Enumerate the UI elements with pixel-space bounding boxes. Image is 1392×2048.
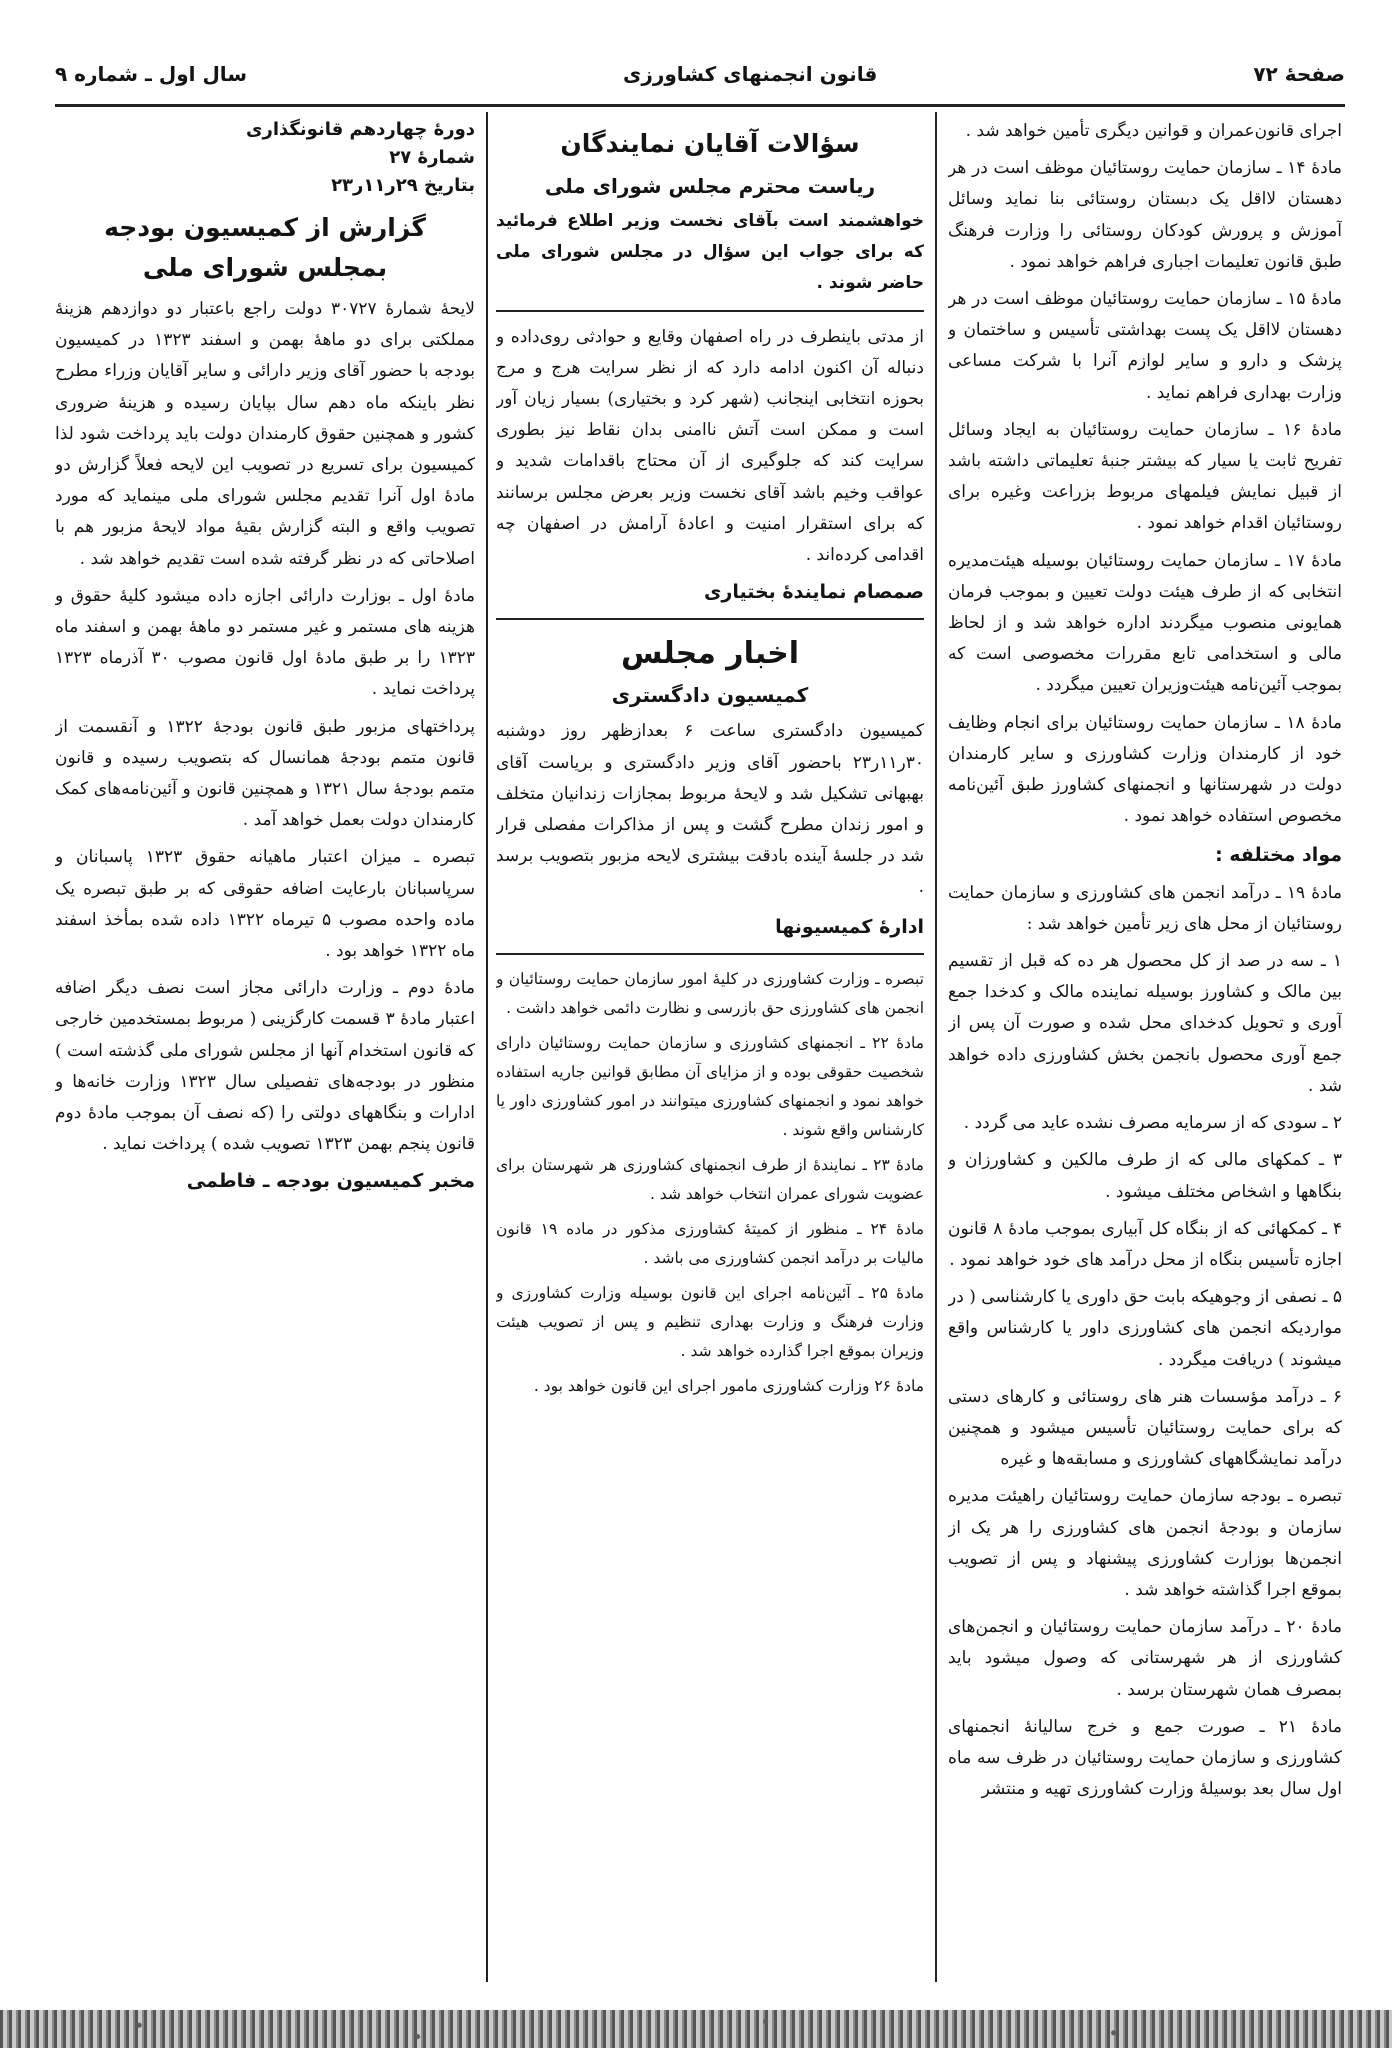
article-22: مادهٔ ۲۲ ـ انجمنهای کشاورزی و سازمان حمایت روستائیان دارای شخصیت حقوقی بوده و از مزایای آن مطابق قوانین جاریه استفاده خواهد نمود و انجمنهای کشاورزی میتوانند در امور کشاورزی داور یا کارشناس واقع شوند . [496, 1033, 924, 1139]
article-21: مادهٔ ۲۱ ـ صورت جمع و خرج سالیانهٔ انجمنهای کشاورزی و سازمان حمایت روستائیان در ظرف سه ماه اول سال بعد بوسیلهٔ وزارت کشاورزی تهیه و منتشر [948, 1716, 1342, 1800]
report-signature: مخبر کمیسیون بودجه ـ فاطمی [186, 1170, 475, 1193]
article-14: مادهٔ ۱۴ ـ سازمان حمایت روستائیان موظف است در هر دهستان لااقل یک دبستان روستائی بنا نماید وسائل آموزش و پرورش کودکان روستائی را وزارت فرهنگ طبق قانون تعلیمات اجباری فراهم خواهد نمود . [948, 158, 1342, 272]
news-heading: اخبار مجلس [621, 636, 799, 672]
news-body: کمیسیون دادگستری ساعت ۶ بعدازظهر روز دوشنبه ۳۰ر۱۱ر۲۳ باحضور آقای وزیر دادگستری و بریاست آقای بهبهانی تشکیل شد و لایحهٔ مربوط بمجازات زندانیان متخلف و امور زندان مطرح گشت و پس از مذاکرات مفصلی قرار شد در جلسهٔ آینده بادقت بیشتری لایحه مزبور بتصویب برسد . [496, 721, 924, 898]
questions-subheading: ریاست محترم مجلس شورای ملی [544, 174, 876, 198]
misc-heading: مواد مختلفه : [1215, 844, 1342, 867]
header-rule [55, 104, 1345, 107]
article-24: مادهٔ ۲۴ ـ منظور از کمیتهٔ کشاورزی مذکور در ماده ۱۹ قانون مالیات بر درآمد انجمن کشاورزی می باشد . [496, 1219, 924, 1267]
note: تبصره ـ وزارت کشاورزی در کلیهٔ امور سازمان حمایت روستائیان و انجمن های کشاورزی حق بازرسی و نظارت دائمی خواهد داشت . [496, 969, 924, 1017]
divider [496, 618, 924, 620]
note: تبصره ـ بودجه سازمان حمایت روستائیان راهیئت مدیره سازمان و بودجهٔ انجمن های کشاورزی را هر یک از انجمن‌ها بوزارت کشاورزی پیشنهاد و پس از تصویب بموقع اجرا گذاشته خواهد شد . [948, 1486, 1342, 1600]
questions-body: از مدتی باینطرف در راه اصفهان وقایع و حوادثی روی‌داده و دنباله آن اکنون ادامه دارد که از نظر سرایت هرج و مرج بحوزه انتخابی اینجانب (شهر کرد و بختیاری) بسیار زیان آور است و ممکن است آتش ناامنی بدان نقاط نیز بطوری سرایت کند که جلوگیری از آن محتاج باقدامات شدید و عواقب وخیم باشد آقای نخست وزیر بعرض مجلس برسانند که برای استقرار امنیت و اعادهٔ آرامش در اصفهان چه اقدامی کرده‌اند . [496, 326, 924, 566]
article-1: مادهٔ اول ـ بوزارت دارائی اجازه داده میشود کلیهٔ حقوق و هزینه های مستمر و غیر مستمر دو ماههٔ بهمن و اسفند ماه ۱۳۲۳ را بر طبق مادهٔ اول قانون مصوب ۳۰ آذرماه ۱۳۲۳ پرداخت نماید . [55, 585, 475, 700]
article-15: مادهٔ ۱۵ ـ سازمان حمایت روستائیان موظف است در هر دهستان لااقل یک پست بهداشتی تأسیس و ساختمان و پزشک و دارو و سایر لوازم آنرا با شرکت مساعی وزارت بهداری فراهم نماید . [948, 289, 1342, 403]
item-6: ۶ ـ درآمد مؤسسات‌ هنر های روستائی و کارهای دستی که برای حمایت روستائیان تأسیس میشود و همچنین درآمد نمایشگاههای کشاورزی و مسابقه‌ها و غیره [948, 1386, 1342, 1470]
article-19: مادهٔ ۱۹ ـ درآمد انجمن های کشاورزی و سازمان حمایت روستائیان از محل های زیر تأمین خواهد شد : [948, 882, 1342, 934]
item-5: ۵ ـ نصفی از وجوهیکه بابت حق داوری یا کارشناسی ( در مواردیکه انجمن های کشاورزی داور یا کارشناس واقع میشوند ) دریافت میگردد . [948, 1287, 1342, 1370]
article-26: مادهٔ ۲۶ وزارت کشاورزی مامور اجرای این قانون خواهد بود . [533, 1376, 924, 1395]
item-1: ۱ ـ سه در صد از کل محصول هر ده که قبل از تقسیم بین مالک و کشاورز بوسیله نماینده مالک و کدخدا جمع آوری و تحویل کدخدای محل شده و صورت آن پس از جمع آوری محصول بانجمن بخش کشاورزی داده خواهد شد . [948, 951, 1342, 1096]
session-label: دورهٔ چهاردهم قانونگذاری [246, 119, 475, 140]
item-2: ۲ ـ سودی که از سرمایه مصرف نشده عاید می گردد . [963, 1113, 1342, 1134]
payments-paragraph: پرداختهای مزبور طبق قانون بودجهٔ ۱۳۲۲ و آنقسمت از قانون متمم بودجهٔ همانسال که بتصویب رسیده و قانون متمم بودجهٔ سال ۱۳۲۱ و همچنین قانون و آئین‌نامه‌های کمک کارمندان دولت بعمل خواهد آمد . [55, 716, 475, 831]
paragraph: اجرای قانون‌عمران و قوانین دیگری تأمین خواهد شد . [965, 121, 1342, 141]
article-2: مادهٔ دوم ـ وزارت دارائی مجاز است نصف دیگر اضافه اعتبار مادهٔ ۳ قسمت کارگزینی ( مربوط بمستخدمین خارجی که قانون استخدام آنها از مجلس شورای ملی گذشته است ) منظور در بودجه‌های تفصیلی سال ۱۳۲۳ وزارت خانه‌ها و ادارات و بنگاههای دولتی را (که نصف آن بموجب مادهٔ دوم قانون پنجم بهمن ۱۳۲۳ تصویب شده ) پرداخت نماید . [55, 978, 475, 1155]
article-18: مادهٔ ۱۸ ـ سازمان حمایت روستائیان برای انجام وظایف خود از کارمندان وزارت کشاورزی و سایر کارمندان دولت در شهرستانها و انجمنهای کشاورز طبق آئین‌نامه مخصوص استفاده خواهد نمود . [948, 712, 1342, 827]
note: تبصره ـ میزان اعتبار ماهیانه حقوق ۱۳۲۳ پاسبانان و سرپاسبانان بارعایت اضافه حقوقی که بر طبق تبصره یک ماده واحده مصوب ۵ تیرماه ۱۳۲۲ داده شده بمأخذ اسفند ماه ۱۳۲۲ خواهد بود . [55, 847, 475, 962]
report-intro: لایحهٔ شمارهٔ ۳۰۷۲۷ دولت راجع باعتبار دو دوازدهم هزینهٔ مملکتی برای دو ماههٔ بهمن و اسفند ۱۳۲۳ در کمیسیون بودجه با حضور آقای وزیر دارائی و سایر آقایان وزراء مطرح نظر باینکه ماه دهم سال بپایان رسیده و هزینهٔ ضروری کشور و همچنین حقوق کارمندان دولت باید پرداخت شود لذا کمیسیون برای تسریع در تصویب این لایحه فعلاً گزارش دو مادهٔ اول آنرا تقدیم مجلس شورای ملی مینماید که مورد تصویب واقع و البته گزارش بقیهٔ مواد لایحهٔ مزبور هم با اصلاحاتی که در نظر گرفته شده است تقدیم خواهد شد . [55, 299, 475, 569]
item-3: ۳ ـ کمکهای مالی که از طرف مالکین و کشاورزان و بنگاهها و اشخاص مختلف میشود . [948, 1150, 1342, 1202]
page-title: قانون انجمنهای کشاورزی [623, 62, 878, 86]
torn-bottom-edge [0, 2010, 1392, 2048]
item-4: ۴ ـ کمکهائی که از بنگاه کل آبیاری بموجب مادهٔ ۸ قانون اجازه تأسیس بنگاه از محل درآمد های خود خواهد نمود . [948, 1218, 1342, 1270]
article-25: مادهٔ ۲۵ ـ آئین‌نامه اجرای این قانون بوسیله وزارت کشاورزی و وزارت فرهنگ و وزارت بهداری تنظیم و پس از تصویب هیئت وزیران بموقع اجرا گذارده خواهد شد . [496, 1283, 924, 1360]
column-divider-right [935, 112, 937, 1982]
right-column [948, 116, 1342, 2046]
report-title: گزارش از کمیسیون بودجه بمجلس شورای ملی [104, 213, 426, 282]
news-subheading: کمیسیون دادگستری [611, 683, 809, 708]
article-16: مادهٔ ۱۶ ـ سازمان حمایت روستائیان به ایجاد وسائل تفریح ثابت یا سیار که بیشتر جنبهٔ تعلیماتی داشته باشد از قبیل نمایش فیلمهای مربوط بزراعت وغیره برای روستائیان اقدام خواهد نمود . [948, 419, 1342, 534]
divider [496, 310, 924, 312]
page-header [55, 52, 1345, 96]
middle-column [496, 116, 924, 2046]
article-20: مادهٔ ۲۰ ـ درآمد سازمان حمایت روستائیان و انجمن‌های کشاورزی از هر شهرستانی که وصول میشود باید بمصرف همان شهرستان برسد . [948, 1617, 1342, 1700]
article-23: مادهٔ ۲۳ ـ نمایندهٔ از طرف انجمنهای کشاورزی هر شهرستان برای عضویت شورای عمران انتخاب خواهد شد . [496, 1155, 924, 1203]
questions-lead: خواهشمند است بآقای نخست وزیر اطلاع فرمائید که برای جواب این سؤال در مجلس شورای ملی حاضر شوند . [496, 211, 924, 294]
page-number: صفحهٔ ۷۲ [1253, 62, 1345, 86]
date-label: بتاریخ ۲۹ر۱۱ر۲۳ [331, 175, 475, 196]
article-17: مادهٔ ۱۷ ـ سازمان حمایت روستائیان بوسیله هیئت‌مدیره انتخابی که از طرف هیئت دولت تعیین و بموجب فرمان همایونی منصوب میگردند اداره خواهد شد و از لحاظ مالی و استخدامی تابع مقررات مخصوصی است که بموجب آئین‌نامه هیئت‌وزیران تعیین میگردد . [948, 550, 1342, 696]
commissions-heading: ادارهٔ کمیسیونها [775, 915, 924, 938]
issue-label: سال اول ـ شماره ۹ [55, 62, 247, 86]
questions-signature: صمصام نمایندهٔ بختیاری [703, 581, 924, 604]
questions-heading: سؤالات آقایان نمایندگان [560, 129, 860, 158]
left-column [55, 116, 475, 2046]
divider [496, 953, 924, 955]
number-label: شمارهٔ ۲۷ [389, 147, 475, 168]
column-divider-left [486, 112, 488, 1982]
